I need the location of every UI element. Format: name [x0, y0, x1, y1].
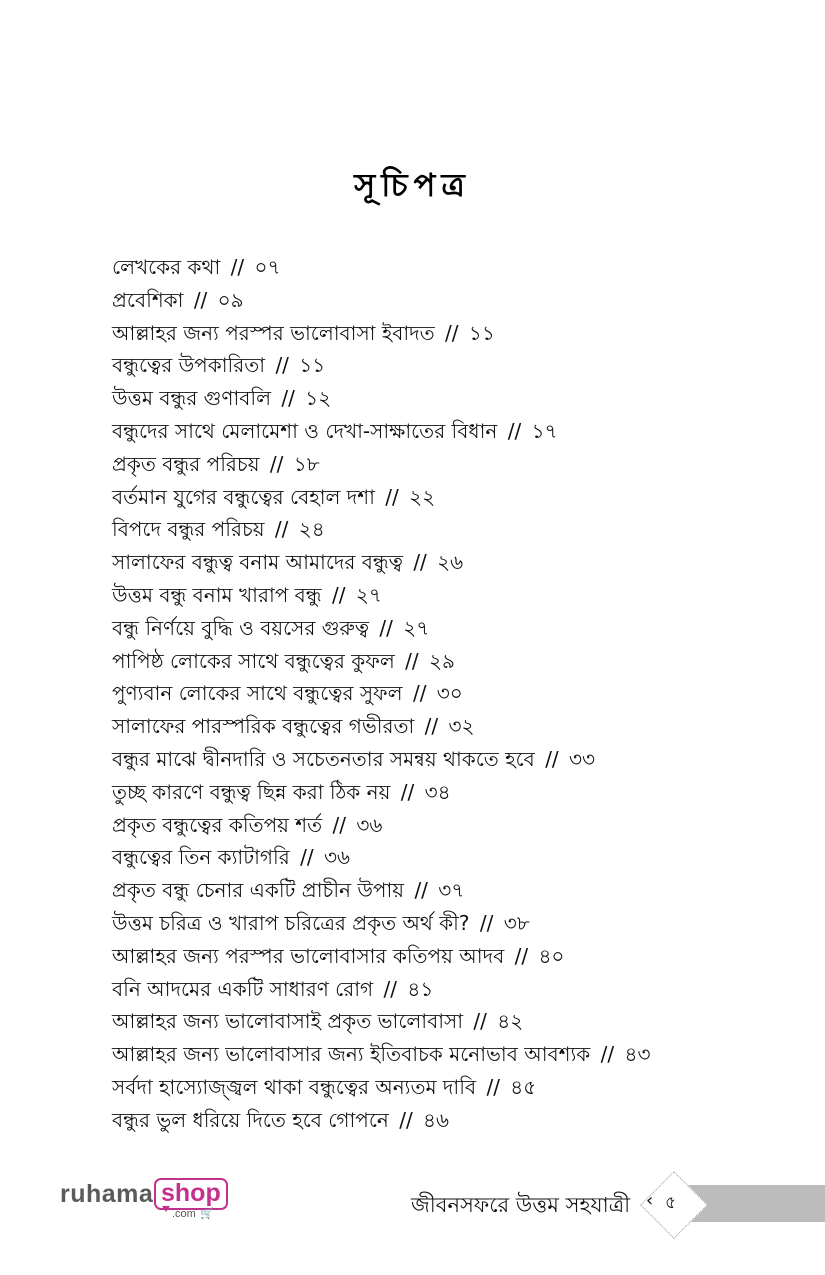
separator: //	[269, 451, 284, 476]
toc-entry-page: ১১	[299, 353, 326, 378]
toc-entry-title: পাপিষ্ঠ লোকের সাথে বন্ধুত্বের কুফল	[112, 648, 395, 673]
toc-entry-title: প্রবেশিকা	[112, 287, 184, 312]
toc-entry-title: প্রকৃত বন্ধু চেনার একটি প্রাচীন উপায়	[112, 878, 405, 903]
toc-entry-page: ৩২	[448, 714, 475, 739]
toc-entry-page: ২৪	[298, 517, 325, 542]
separator: //	[399, 1107, 413, 1132]
toc-entry-page: ১১	[468, 320, 495, 345]
toc-entry-page: ১৮	[293, 451, 320, 476]
toc-entry	[112, 284, 651, 317]
toc-entry	[112, 645, 651, 678]
toc-entry-title: উত্তম বন্ধু বনাম খারাপ বন্ধু	[112, 582, 322, 607]
toc-entry-page: ২৬	[437, 550, 464, 575]
toc-entry-title: বন্ধুর ভুল ধরিয়ে দিতে হবে গোপনে	[112, 1107, 389, 1132]
toc-entry	[112, 1005, 651, 1038]
separator: //	[413, 550, 427, 575]
toc-entry-title: আল্লাহর জন্য পরস্পর ভালোবাসার কতিপয় আদব	[112, 943, 505, 968]
toc-entry-page: ১২	[305, 386, 332, 411]
toc-entry	[112, 481, 651, 514]
separator: //	[400, 779, 415, 804]
toc-entry	[112, 809, 651, 842]
toc-entry-title: বন্ধুত্বের তিন ক্যাটাগরি	[112, 845, 290, 870]
toc-entry-page: ৩৬	[323, 845, 350, 870]
toc-entry	[112, 973, 651, 1006]
toc-entry	[112, 415, 651, 448]
separator: //	[479, 910, 494, 935]
toc-entry-title: বন্ধুর মাঝে দ্বীনদারি ও সচেতনতার সমন্বয় থাকতে হবে	[112, 746, 535, 771]
toc-entry-page: ৪১	[407, 976, 434, 1001]
toc-entry-page: ৩৮	[503, 910, 530, 935]
logo-text-com: .com	[172, 1208, 196, 1220]
toc-entry	[112, 612, 651, 645]
toc-entry-title: আল্লাহর জন্য পরস্পর ভালোবাসা ইবাদত	[112, 320, 435, 345]
toc-entry-title: তুচ্ছ কারণে বন্ধুত্ব ছিন্ন করা ঠিক নয়	[112, 779, 391, 804]
logo-text-shop: shop	[154, 1178, 228, 1210]
toc-entry	[112, 317, 651, 350]
toc-entry-page: ৪০	[538, 943, 565, 968]
toc-entry-page: ২২	[409, 484, 436, 509]
separator: //	[281, 386, 295, 411]
toc-entry	[112, 940, 651, 973]
toc-entry	[112, 513, 651, 546]
toc-entry	[112, 1104, 651, 1137]
shopping-cart-icon: 🛒	[200, 1207, 214, 1220]
toc-entry	[112, 448, 651, 481]
page-number: ৫	[665, 1193, 677, 1213]
toc-entry-title: উত্তম বন্ধুর গুণাবলি	[112, 386, 272, 411]
separator: //	[383, 976, 398, 1001]
toc-entry-title: সালাফের বন্ধুত্ব বনাম আমাদের বন্ধুত্ব	[112, 550, 403, 575]
toc-entry-page: ৪৬	[423, 1107, 450, 1132]
toc-entry-title: পুণ্যবান লোকের সাথে বন্ধুত্বের সুফল	[112, 681, 403, 706]
separator: //	[405, 648, 419, 673]
separator: //	[300, 845, 314, 870]
separator: //	[379, 615, 393, 640]
toc-entry-title: লেখকের কথা	[112, 255, 221, 279]
toc-entry-title: বনি আদমের একটি সাধারণ রোগ	[112, 976, 374, 1001]
toc-entry-page: ৩৪	[424, 779, 451, 804]
toc-entry	[112, 251, 651, 284]
separator: //	[230, 255, 245, 279]
separator: //	[275, 353, 289, 378]
separator: //	[600, 1042, 615, 1067]
separator: //	[385, 484, 399, 509]
toc-entry	[112, 382, 651, 415]
toc-entry-page: ৩৬	[356, 812, 383, 837]
separator: //	[445, 320, 459, 345]
toc-entry-title: বর্তমান যুগের বন্ধুত্বের বেহাল দশা	[112, 484, 375, 509]
toc-entry-title: সালাফের পারস্পরিক বন্ধুত্বের গভীরতা	[112, 714, 415, 739]
toc-entry-title: প্রকৃত বন্ধুত্বের কতিপয় শর্ত	[112, 812, 323, 837]
separator: //	[193, 287, 208, 312]
toc-entry-title: আল্লাহর জন্য ভালোবাসাই প্রকৃত ভালোবাসা	[112, 1009, 464, 1034]
toc-entry	[112, 874, 651, 907]
toc-entry	[112, 907, 651, 940]
toc-entry	[112, 677, 651, 710]
toc-entry-title: বন্ধু নির্ণয়ে বুদ্ধি ও বয়সের গুরুত্ব	[112, 615, 370, 640]
separator: //	[332, 812, 346, 837]
toc-entry-title: উত্তম চরিত্র ও খারাপ চরিত্রের প্রকৃত অর্থ কী?	[112, 910, 470, 935]
page-title: সূচিপত্র	[354, 166, 471, 204]
toc-entry	[112, 349, 651, 382]
separator: //	[514, 943, 529, 968]
separator: //	[473, 1009, 487, 1034]
toc-entry-page: ২৭	[355, 582, 382, 607]
toc-entry-title: বন্ধুদের সাথে মেলামেশা ও দেখা-সাক্ষাতের বিধান	[112, 418, 498, 443]
chevron-left-icon: ‹	[646, 1190, 654, 1211]
toc-entry-page: ৪৩	[624, 1042, 651, 1067]
logo-text-ruhama: ruhama	[60, 1180, 154, 1208]
footer-decorative-bar	[688, 1185, 825, 1222]
toc-entry-title: বন্ধুত্বের উপকারিতা	[112, 353, 266, 378]
toc-entry-page: ২৭	[403, 615, 430, 640]
toc-entry-page: ৪৫	[510, 1074, 537, 1099]
separator: //	[424, 714, 439, 739]
speech-bubble-tail-icon	[162, 1206, 170, 1212]
toc-entry	[112, 579, 651, 612]
toc-entry-page: ১৭	[531, 418, 558, 443]
toc-entry	[112, 776, 651, 809]
separator: //	[507, 418, 522, 443]
separator: //	[486, 1074, 500, 1099]
toc-entry	[112, 1071, 651, 1104]
separator: //	[332, 582, 346, 607]
separator: //	[545, 746, 559, 771]
toc-entry	[112, 546, 651, 579]
toc-entry	[112, 1038, 651, 1071]
toc-entry-title: বিপদে বন্ধুর পরিচয়	[112, 517, 265, 542]
toc-entry-page: ০৯	[217, 287, 244, 312]
toc-entry	[112, 710, 651, 743]
toc-entry-page: ৩৭	[438, 878, 465, 903]
toc-entry-page: ৩০	[436, 681, 463, 706]
toc-entry-title: সর্বদা হাস্যোজ্জ্বল থাকা বন্ধুত্বের অন্যতম দাবি	[112, 1074, 477, 1099]
toc-entry-page: ৩৩	[569, 746, 596, 771]
running-footer-book-title: জীবনসফরে উত্তম সহযাত্রী	[411, 1193, 631, 1217]
toc-entry-title: প্রকৃত বন্ধুর পরিচয়	[112, 451, 260, 476]
toc-entry-page: ৪২	[497, 1009, 524, 1034]
toc-entry-page: ০৭	[254, 255, 281, 279]
toc-entry-title: আল্লাহর জন্য ভালোবাসার জন্য ইতিবাচক মনোভাব আবশ্যক	[112, 1042, 591, 1067]
table-of-contents	[112, 251, 651, 1137]
separator: //	[412, 681, 427, 706]
separator: //	[274, 517, 289, 542]
toc-entry	[112, 841, 651, 874]
separator: //	[414, 878, 428, 903]
toc-entry	[112, 743, 651, 776]
toc-entry-page: ২৯	[428, 648, 455, 673]
